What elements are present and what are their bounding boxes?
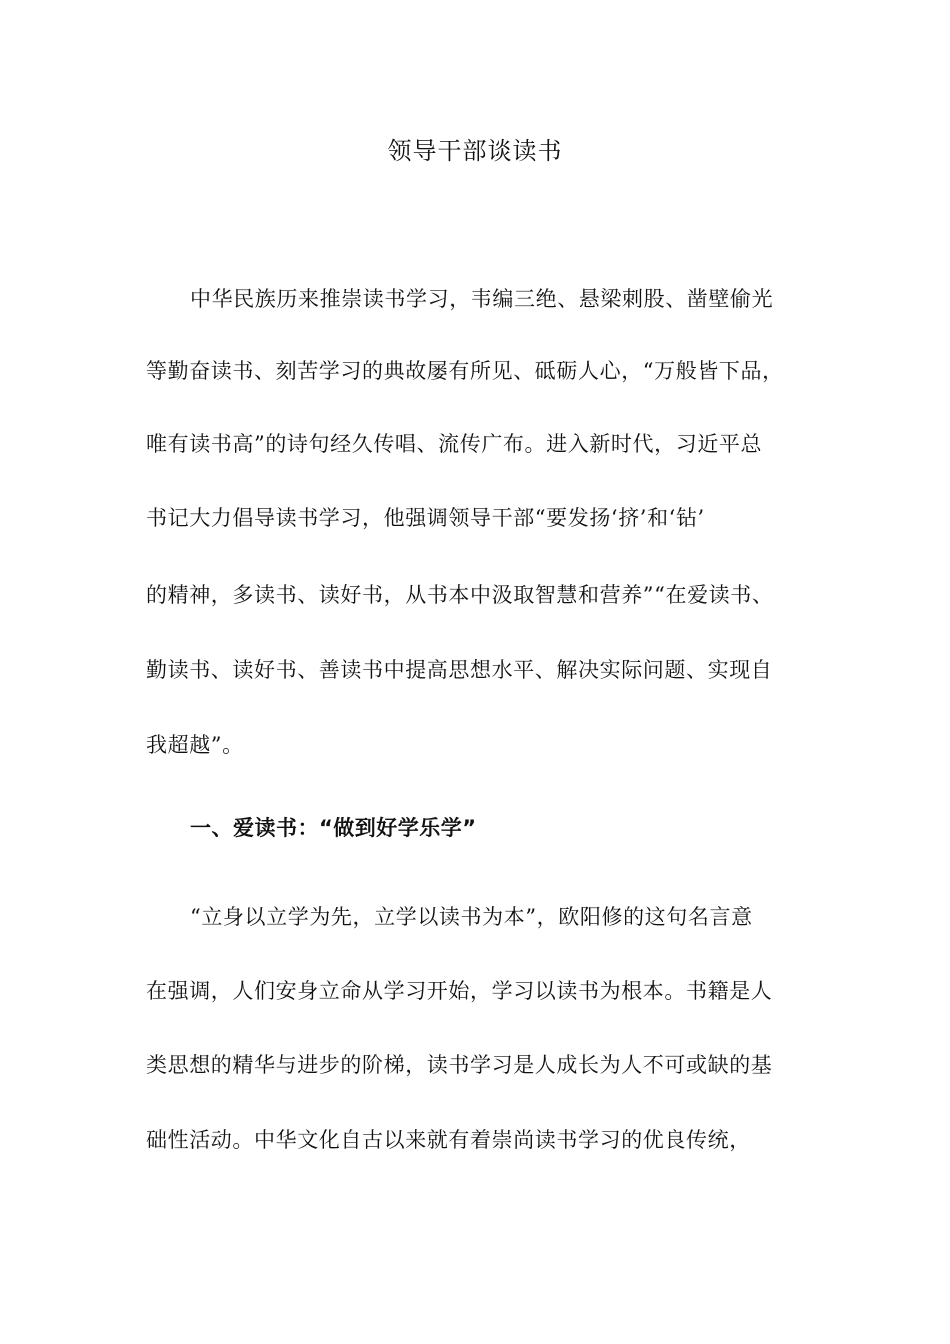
paragraph-line: 书记大力倡导读书学习，他强调领导干部“要发扬‘挤’和‘钻’ <box>146 506 705 530</box>
paragraph-line: 础性活动。中华文化自古以来就有着崇尚读书学习的优良传统， <box>146 1128 751 1152</box>
paragraph-line: 勤读书、读好书、善读书中提高思想水平、解决实际问题、实现自 <box>146 658 773 682</box>
paragraph-line: 等勤奋读书、刻苦学习的典故屡有所见、砥砺人心，“万般皆下品， <box>146 359 784 383</box>
paragraph-line: 的精神，多读书、读好书，从书本中汲取智慧和营养”“在爱读书、 <box>146 583 774 607</box>
paragraph-line: “立身以立学为先，立学以读书为本”，欧阳修的这句名言意 <box>190 905 753 929</box>
paragraph-line: 在强调，人们安身立命从学习开始，学习以读书为根本。书籍是人 <box>146 979 773 1003</box>
section-heading: 一、爱读书：“做到好学乐学” <box>190 816 477 840</box>
paragraph-line: 中华民族历来推崇读书学习，韦编三绝、悬梁刺股、凿壁偷光 <box>190 287 774 311</box>
paragraph-line: 唯有读书高”的诗句经久传唱、流传广布。进入新时代，习近平总 <box>146 432 763 456</box>
document-title: 领导干部谈读书 <box>387 137 563 165</box>
paragraph-line: 我超越”。 <box>146 733 244 757</box>
paragraph-line: 类思想的精华与进步的阶梯，读书学习是人成长为人不可或缺的基 <box>146 1053 773 1077</box>
